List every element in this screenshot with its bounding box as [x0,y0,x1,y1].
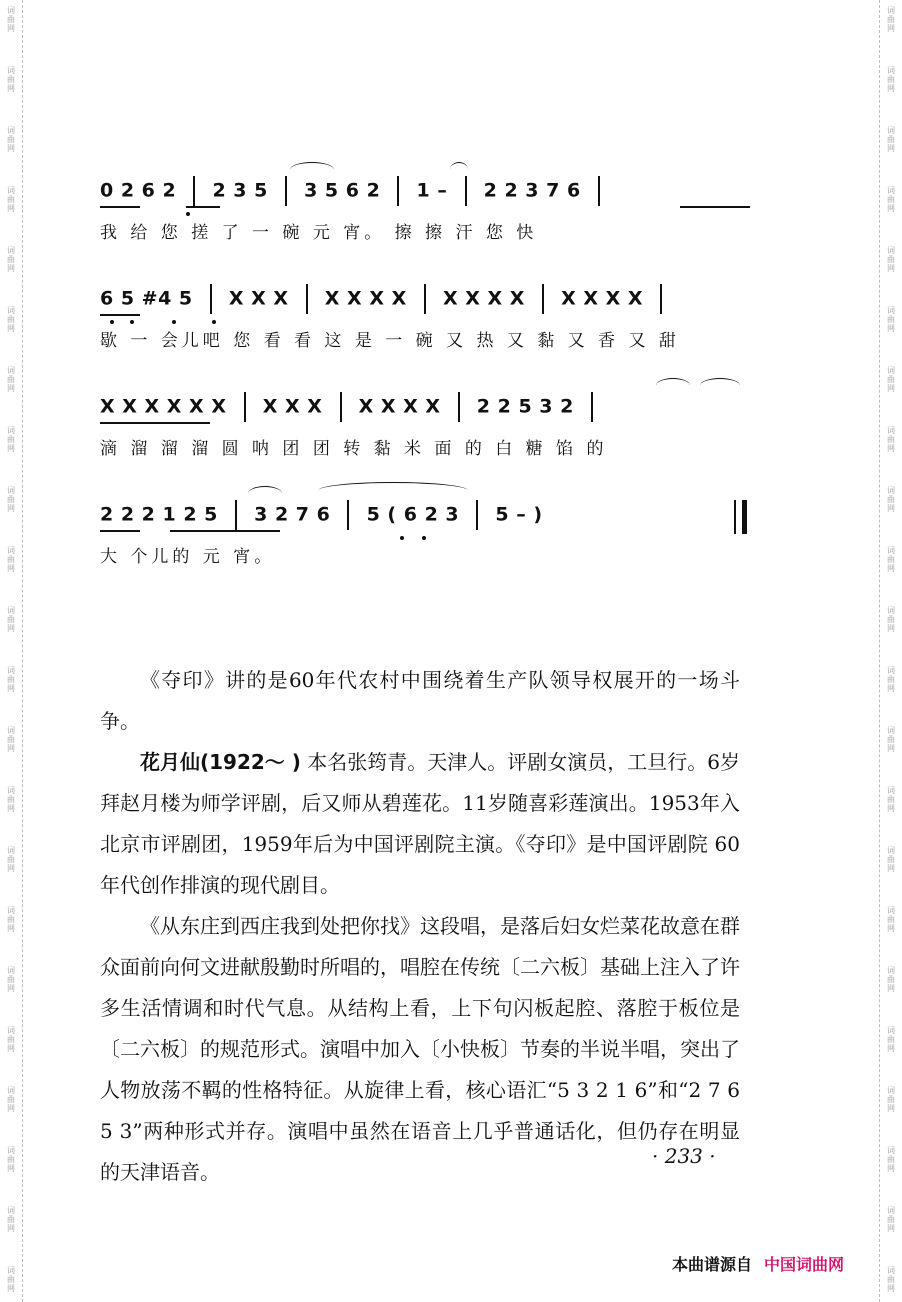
watermark-char: 曲 [887,135,895,144]
watermark-mark [4,966,18,993]
watermark-char: 网 [887,984,895,993]
watermark-char: 词 [7,666,15,675]
watermark-mark [4,1146,18,1173]
watermark-char: 网 [7,1284,15,1293]
watermark-mark [4,126,18,153]
watermark-char: 网 [887,624,895,633]
final-barline [734,500,747,534]
watermark-char: 词 [7,1086,15,1095]
note-group: X X X [221,287,296,310]
note-group: 2 2 3 7 6 [476,179,588,202]
underline-beam [100,422,210,424]
watermark-char: 词 [887,426,895,435]
note-group: X X X X [317,287,414,310]
watermark-char: 网 [7,1104,15,1113]
watermark-char: 网 [7,624,15,633]
score-lyrics: 大 个儿的 元 宵。 [100,547,276,567]
watermark-char: 网 [7,204,15,213]
watermark-char: 网 [7,804,15,813]
watermark-mark [884,306,898,333]
watermark-char: 曲 [887,75,895,84]
watermark-char: 词 [887,726,895,735]
slur-mark [656,378,690,393]
note-group: 2 2 5 3 2 [469,395,581,418]
watermark-char: 网 [887,384,895,393]
performer-bio: 本名张筠青。天津人。评剧女演员，工旦行。6岁拜赵月楼为师学评剧，后又师从碧莲花。11岁随喜彩莲演出。1953年入北京市评剧团，1959年后为中国评剧院主演。《夺印》是中国评剧院 60 年代创作排演的现代剧目。 [100,750,741,897]
watermark-mark [4,66,18,93]
watermark-char: 网 [7,1224,15,1233]
score-notes [100,284,672,318]
watermark-char: 曲 [887,555,895,564]
watermark-char: 曲 [7,1275,15,1284]
watermark-char: 词 [887,366,895,375]
watermark-char: 词 [7,186,15,195]
watermark-char: 网 [7,744,15,753]
watermark-char: 曲 [7,75,15,84]
watermark-char: 网 [7,24,15,33]
watermark-char: 曲 [887,1035,895,1044]
barline [598,176,600,206]
note-group: 6 5 #4 5 [100,287,200,310]
watermark-char: 词 [887,306,895,315]
note-group: X X X X [351,395,448,418]
watermark-char: 词 [7,966,15,975]
watermark-char: 曲 [887,615,895,624]
watermark-char: 网 [7,864,15,873]
barline [465,176,467,206]
page-number: · 233 · [652,1144,716,1168]
watermark-char: 词 [887,1026,895,1035]
watermark-char: 词 [887,126,895,135]
underline-beam [100,530,140,532]
watermark-char: 词 [7,1266,15,1275]
watermark-char: 词 [7,606,15,615]
source-label: 本曲谱源自 [672,1255,753,1274]
watermark-char: 词 [7,906,15,915]
performer-name: 花月仙(1922～ ) [140,750,301,774]
barline [347,500,349,530]
watermark-char: 曲 [887,975,895,984]
watermark-mark [884,246,898,273]
underline-beam [100,314,140,316]
watermark-char: 网 [7,264,15,273]
watermark-mark [884,846,898,873]
watermark-char: 词 [7,1206,15,1215]
note-group: X X X X X X [100,395,234,418]
underline-beam [186,206,220,208]
watermark-mark [4,846,18,873]
article-text [100,660,740,1193]
watermark-char: 网 [7,384,15,393]
watermark-char: 词 [887,1266,895,1275]
barline [193,176,195,206]
watermark-char: 网 [7,144,15,153]
watermark-char: 词 [887,966,895,975]
watermark-char: 曲 [7,675,15,684]
barline [244,392,246,422]
jianpu-score [100,150,750,582]
watermark-mark [884,1146,898,1173]
score-notes [100,176,610,210]
score-line-3 [100,366,750,474]
watermark-char: 词 [7,1026,15,1035]
watermark-mark [4,6,18,33]
note-group: 2 2 2 1 2 5 [100,503,226,526]
barline [591,392,593,422]
watermark-char: 网 [7,324,15,333]
watermark-char: 曲 [7,975,15,984]
watermark-char: 词 [887,1206,895,1215]
watermark-mark [4,726,18,753]
watermark-char: 曲 [7,375,15,384]
score-notes [100,392,603,426]
watermark-char: 词 [887,66,895,75]
watermark-mark [884,1026,898,1053]
watermark-mark [4,306,18,333]
watermark-char: 词 [887,1086,895,1095]
watermark-mark [4,426,18,453]
watermark-char: 曲 [7,855,15,864]
watermark-char: 网 [887,1044,895,1053]
note-group: 3 5 6 2 [296,179,388,202]
watermark-mark [884,546,898,573]
watermark-char: 曲 [887,795,895,804]
watermark-char: 词 [887,6,895,15]
watermark-char: 曲 [7,315,15,324]
slur-mark [290,162,334,177]
watermark-char: 网 [7,924,15,933]
watermark-char: 词 [7,66,15,75]
note-group: X X X X [554,287,651,310]
watermark-char: 网 [887,864,895,873]
watermark-char: 曲 [887,435,895,444]
paragraph-3: 《从东庄到西庄我到处把你找》这段唱，是落后妇女烂菜花故意在群众面前向何文进献殷勤时所唱的，唱腔在传统〔二六板〕基础上注入了许多生活情调和时代气息。从结构上看，上下句闪板起腔、落腔于板位是〔二六板〕的规范形式。演唱中加入〔小快板〕节奏的半说半唱，突出了人物放荡不羁的性格特征。从旋律上看，核心语汇“5 3 2 1 6”和“2 7 6 5 3”两种形式并存。演唱中虽然在语音上几乎普通话化，但仍存在明显的天津语音。 [100,914,740,1184]
watermark-char: 曲 [887,255,895,264]
watermark-char: 曲 [887,675,895,684]
watermark-char: 词 [887,846,895,855]
watermark-char: 词 [7,246,15,255]
watermark-char: 词 [887,246,895,255]
watermark-char: 曲 [887,15,895,24]
watermark-char: 网 [887,144,895,153]
watermark-char: 网 [887,924,895,933]
slur-mark [248,486,282,501]
source-site-link[interactable]: 中国词曲网 [764,1255,845,1274]
watermark-mark [884,606,898,633]
underline-beam [100,206,140,208]
watermark-char: 网 [7,1044,15,1053]
slur-mark [450,162,468,177]
paragraph-1: 《夺印》讲的是60年代农村中围绕着生产队领导权展开的一场斗争。 [100,668,740,733]
watermark-char: 词 [887,486,895,495]
watermark-mark [4,906,18,933]
watermark-char: 网 [887,264,895,273]
note-group: 5 – ) [488,503,543,526]
barline [424,284,426,314]
watermark-char: 词 [887,1146,895,1155]
watermark-mark [884,6,898,33]
watermark-char: 曲 [7,1035,15,1044]
watermark-mark [884,1266,898,1293]
score-line-4 [100,474,750,582]
barline [210,284,212,314]
watermark-char: 网 [887,1224,895,1233]
low-octave-dot [110,320,114,324]
watermark-char: 词 [7,846,15,855]
watermark-char: 词 [887,906,895,915]
watermark-mark [884,786,898,813]
barline [458,392,460,422]
paragraph-2 [100,742,740,906]
underline-beam [680,206,750,208]
watermark-char: 网 [887,744,895,753]
watermark-char: 词 [7,426,15,435]
watermark-char: 词 [887,606,895,615]
score-notes [100,500,543,534]
watermark-char: 词 [7,486,15,495]
watermark-char: 曲 [7,435,15,444]
watermark-char: 曲 [887,1215,895,1224]
watermark-mark [4,1086,18,1113]
watermark-char: 网 [7,84,15,93]
watermark-char: 曲 [7,255,15,264]
watermark-mark [884,426,898,453]
barline [306,284,308,314]
watermark-char: 曲 [887,375,895,384]
watermark-char: 网 [887,804,895,813]
watermark-char: 曲 [7,795,15,804]
watermark-char: 网 [887,1284,895,1293]
score-line-1 [100,150,750,258]
watermark-char: 网 [887,444,895,453]
watermark-char: 曲 [887,1095,895,1104]
watermark-char: 网 [7,444,15,453]
watermark-mark [4,666,18,693]
watermark-mark [4,486,18,513]
watermark-mark [884,486,898,513]
barline [285,176,287,206]
note-group: X X X [255,395,330,418]
score-lyrics: 滴 溜 溜 溜 圆 呐 团 团 转 黏 米 面 的 白 糖 馅 的 [100,439,608,459]
watermark-mark [884,906,898,933]
watermark-char: 词 [7,546,15,555]
watermark-char: 网 [7,504,15,513]
watermark-mark [884,126,898,153]
watermark-char: 网 [887,324,895,333]
watermark-char: 网 [7,1164,15,1173]
watermark-mark [884,1086,898,1113]
watermark-char: 曲 [7,135,15,144]
watermark-char: 词 [7,6,15,15]
watermark-char: 曲 [887,855,895,864]
watermark-char: 曲 [887,195,895,204]
watermark-char: 网 [887,24,895,33]
watermark-mark [884,66,898,93]
watermark-char: 词 [887,666,895,675]
barline [542,284,544,314]
note-group: X X X X [435,287,533,310]
slur-mark [318,482,468,499]
watermark-mark [884,186,898,213]
watermark-mark [4,606,18,633]
watermark-char: 词 [7,786,15,795]
slur-mark [700,378,740,393]
watermark-char: 词 [887,186,895,195]
watermark-mark [4,366,18,393]
note-group: 5 ( 6 2 3 [359,503,467,526]
watermark-char: 词 [7,1146,15,1155]
barline [235,500,237,530]
watermark-char: 网 [887,204,895,213]
watermark-char: 曲 [7,15,15,24]
low-octave-dot [186,212,190,216]
watermark-char: 曲 [887,915,895,924]
score-line-2 [100,258,750,366]
watermark-char: 曲 [7,1095,15,1104]
watermark-char: 词 [887,546,895,555]
score-lyrics: 歇 一 会儿吧 您 看 看 这 是 一 碗 又 热 又 黏 又 香 又 甜 [100,331,680,351]
watermark-mark [884,966,898,993]
watermark-mark [4,1266,18,1293]
watermark-char: 曲 [7,1215,15,1224]
watermark-char: 网 [7,684,15,693]
watermark-mark [884,1206,898,1233]
watermark-char: 词 [7,726,15,735]
note-group: 1 – [409,179,455,202]
watermark-mark [4,546,18,573]
watermark-char: 曲 [7,555,15,564]
watermark-mark [4,1206,18,1233]
note-group: 0 2 6 2 [100,179,184,202]
watermark-char: 曲 [887,735,895,744]
low-octave-dot [212,320,216,324]
watermark-char: 词 [887,786,895,795]
watermark-mark [884,366,898,393]
watermark-char: 曲 [7,735,15,744]
watermark-mark [884,666,898,693]
watermark-char: 网 [887,684,895,693]
watermark-char: 曲 [7,615,15,624]
score-lyrics: 我 给 您 搓 了 一 碗 元 宵。 擦 擦 汗 您 快 [100,223,538,243]
watermark-char: 曲 [7,915,15,924]
note-group: 3 2 7 6 [247,503,338,526]
watermark-mark [4,1026,18,1053]
watermark-char: 网 [887,564,895,573]
watermark-char: 网 [887,84,895,93]
watermark-mark [4,186,18,213]
watermark-mark [884,726,898,753]
watermark-char: 网 [7,984,15,993]
watermark-char: 曲 [7,1155,15,1164]
barline [660,284,662,314]
watermark-char: 曲 [887,315,895,324]
watermark-char: 曲 [7,195,15,204]
barline [397,176,399,206]
watermark-char: 网 [887,1104,895,1113]
barline [476,500,478,530]
low-octave-dot [400,536,404,540]
watermark-char: 曲 [887,495,895,504]
watermark-char: 曲 [887,1275,895,1284]
watermark-char: 网 [887,504,895,513]
barline [340,392,342,422]
watermark-char: 网 [887,1164,895,1173]
low-octave-dot [130,320,134,324]
note-group: 2 3 5 [205,179,275,202]
watermark-char: 网 [7,564,15,573]
underline-beam [170,530,280,532]
source-footer [672,1252,844,1275]
watermark-char: 词 [7,306,15,315]
watermark-char: 词 [7,126,15,135]
watermark-char: 曲 [7,495,15,504]
low-octave-dot [422,536,426,540]
watermark-mark [4,786,18,813]
watermark-mark [4,246,18,273]
low-octave-dot [172,320,176,324]
watermark-char: 词 [7,366,15,375]
watermark-char: 曲 [887,1155,895,1164]
